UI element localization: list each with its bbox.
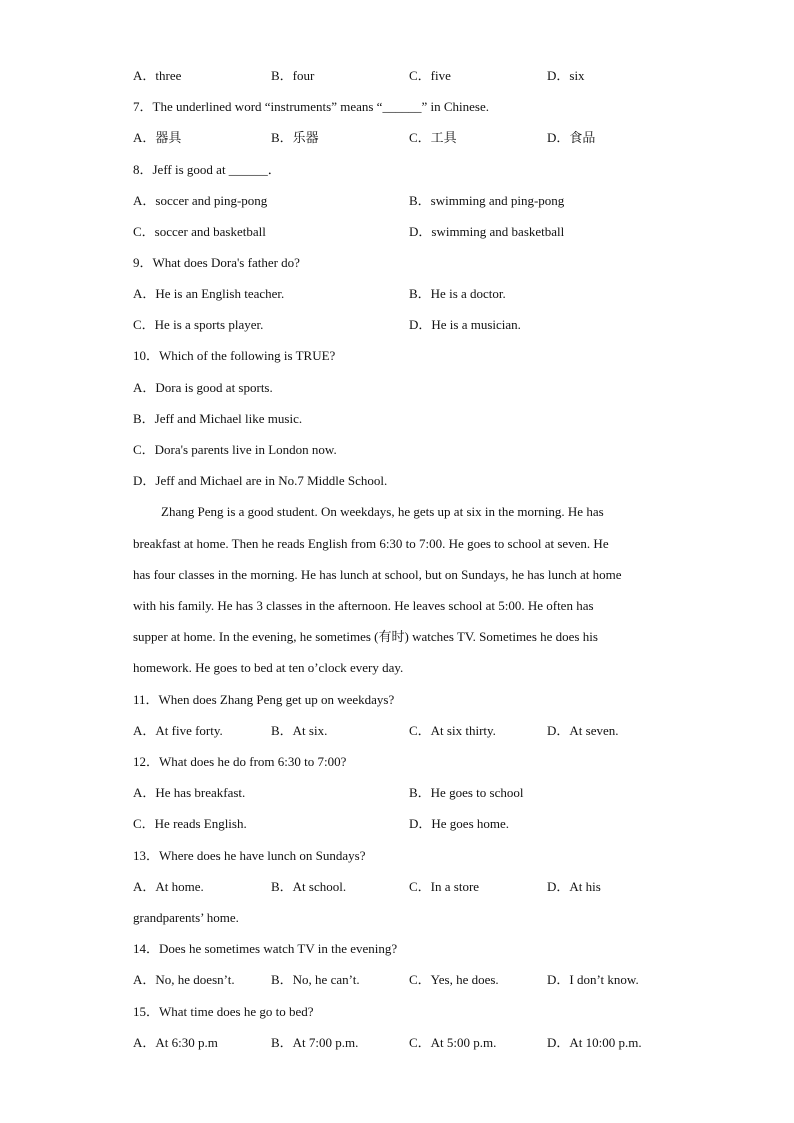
question-stem: 8．Jeff is good at ______． (133, 162, 281, 177)
option-d: D．I don’t know. (547, 972, 639, 987)
option-a: A．At home. (133, 879, 204, 894)
option-c: C．five (409, 68, 451, 83)
option-c: C．soccer and basketball (133, 224, 266, 239)
option-d: D．six (547, 68, 585, 83)
passage-line: supper at home. In the evening, he sometimes (有时) watches TV. Sometimes he does his (133, 629, 598, 644)
option-a: A．Dora is good at sports. (133, 380, 273, 395)
option-b: B．He is a doctor. (409, 286, 506, 301)
option-c: C．At six thirty. (409, 723, 496, 738)
option-c: C．He is a sports player. (133, 317, 264, 332)
option-c: C．He reads English. (133, 816, 247, 831)
option-a: A．He has breakfast. (133, 785, 246, 800)
option-a: A．three (133, 68, 182, 83)
option-b: B．At six. (271, 723, 328, 738)
option-b: B．At 7:00 p.m. (271, 1035, 359, 1050)
passage-line: Zhang Peng is a good student. On weekdays, he gets up at six in the morning. He has (161, 504, 604, 519)
option-d: D．At seven. (547, 723, 619, 738)
option-b: B．Jeff and Michael like music. (133, 411, 303, 426)
question-stem: 9．What does Dora's father do? (133, 255, 300, 270)
option-c: C．Yes, he does. (409, 972, 499, 987)
option-d: D．He goes home. (409, 816, 510, 831)
option-b: B．four (271, 68, 315, 83)
passage-line: homework. He goes to bed at ten o’clock every day. (133, 660, 404, 675)
option-b: B．swimming and ping-pong (409, 193, 565, 208)
question-stem: 15．What time does he go to bed? (133, 1004, 314, 1019)
option-d: D．At 10:00 p.m. (547, 1035, 642, 1050)
option-b: B．At school. (271, 879, 347, 894)
option-b: B．乐器 (271, 130, 319, 145)
option-a: A．At 6:30 p.m (133, 1035, 218, 1050)
option-d: D．食品 (547, 130, 596, 145)
option-a: A．He is an English teacher. (133, 286, 285, 301)
option-a: A．No, he doesn’t. (133, 972, 235, 987)
option-b: B．No, he can’t. (271, 972, 360, 987)
question-stem: 10．Which of the following is TRUE? (133, 348, 336, 363)
option-d: D．At his (547, 879, 601, 894)
passage-line: has four classes in the morning. He has lunch at school, but on Sundays, he has lunch at home (133, 567, 622, 582)
option-a: A．器具 (133, 130, 182, 145)
option-a: A．soccer and ping-pong (133, 193, 268, 208)
option-b: B．He goes to school (409, 785, 524, 800)
option-d: D．swimming and basketball (409, 224, 565, 239)
question-stem: 13．Where does he have lunch on Sundays? (133, 848, 366, 863)
option-c: C．Dora's parents live in London now. (133, 442, 337, 457)
question-stem: 12．What does he do from 6:30 to 7:00? (133, 754, 347, 769)
option-d: D．He is a musician. (409, 317, 521, 332)
option-d: D．Jeff and Michael are in No.7 Middle School. (133, 473, 388, 488)
question-stem: 14．Does he sometimes watch TV in the evening? (133, 941, 398, 956)
option-d-continued: grandparents’ home. (133, 910, 239, 925)
option-c: C．In a store (409, 879, 480, 894)
option-c: C．工具 (409, 130, 457, 145)
option-c: C．At 5:00 p.m. (409, 1035, 497, 1050)
option-a: A．At five forty. (133, 723, 223, 738)
passage-line: breakfast at home. Then he reads English from 6:30 to 7:00. He goes to school at seven. He (133, 536, 609, 551)
passage-line: with his family. He has 3 classes in the afternoon. He leaves school at 5:00. He often has (133, 598, 594, 613)
question-stem: 7．The underlined word “instruments” means “______” in Chinese. (133, 99, 489, 114)
question-stem: 11．When does Zhang Peng get up on weekdays? (133, 692, 395, 707)
